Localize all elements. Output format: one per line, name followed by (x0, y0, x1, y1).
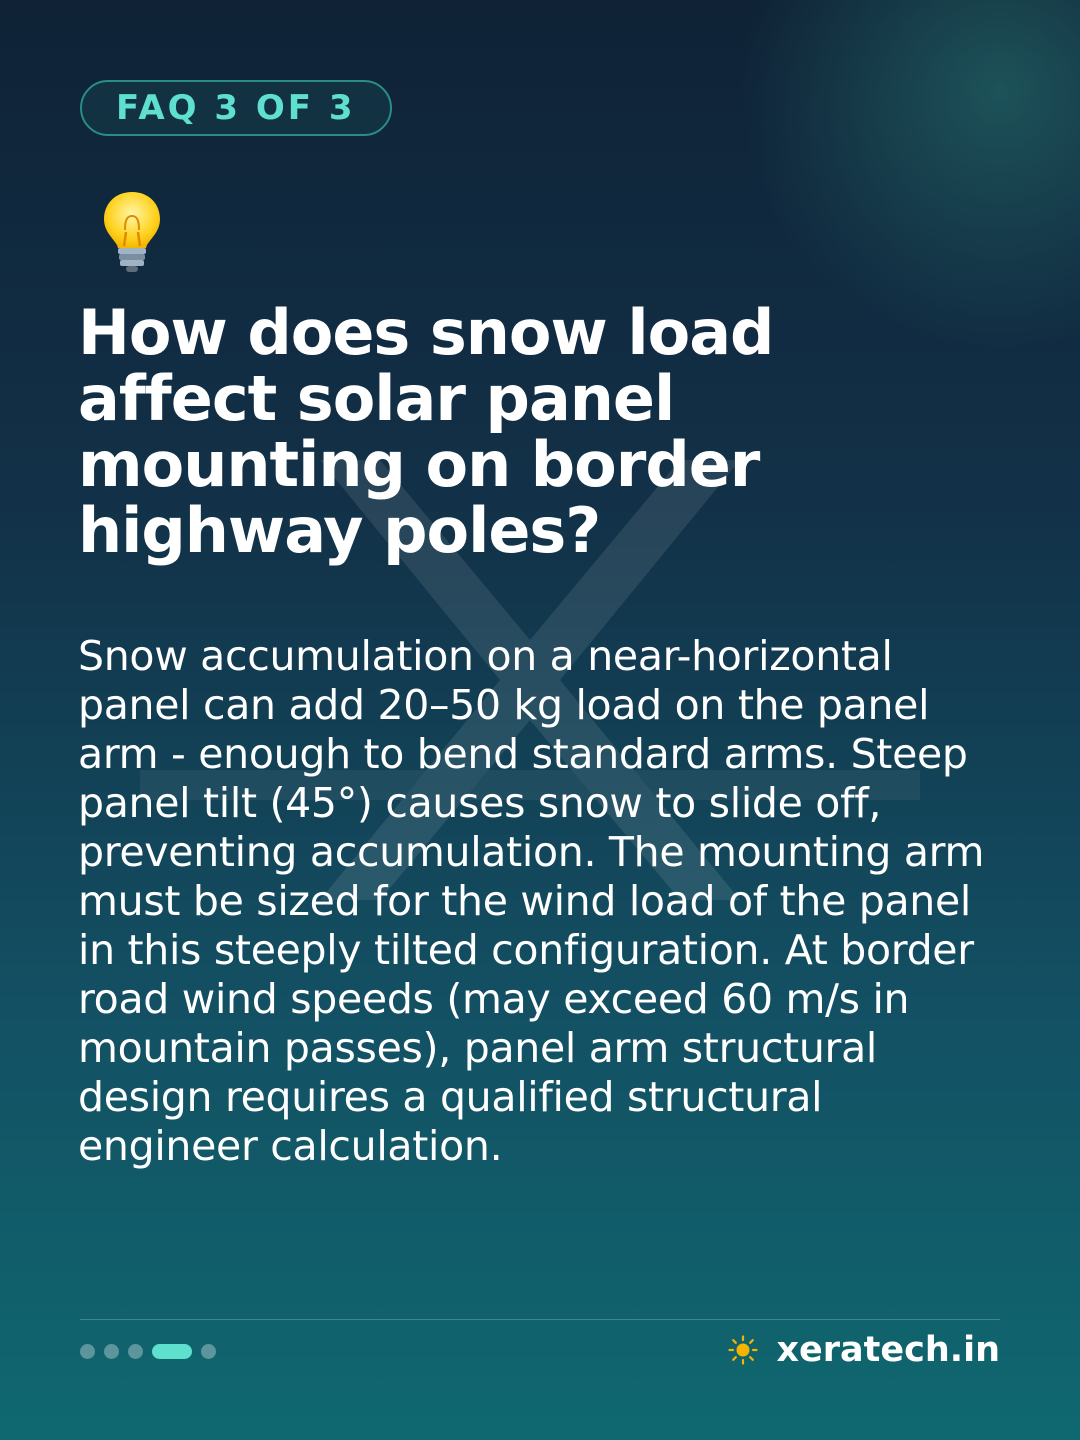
faq-counter-label: FAQ 3 OF 3 (116, 88, 356, 128)
faq-counter-badge (80, 80, 392, 136)
page-dot (104, 1344, 119, 1359)
question-title: How does snow load affect solar panel mounting on border highway poles? (78, 296, 774, 567)
footer-divider (80, 1319, 1000, 1320)
brand (728, 1325, 1000, 1375)
page-dot (80, 1344, 95, 1359)
page-indicator (80, 1343, 216, 1359)
page-dot (201, 1344, 216, 1359)
page-dot-active (152, 1344, 192, 1359)
brand-url[interactable]: xeratech.in (776, 1330, 1000, 1370)
answer-text: Snow accumulation on a near-horizontal panel can add 20–50 kg load on the panel arm - enough to bend standard arms. Steep panel tilt (45°) causes snow to slide off, preventing accumulation. The mounting arm must be sized for the wind load of the panel in this steeply tilted configuration. At border road wind speeds (may exceed 60 m/s in mountain passes), panel arm structural design requires a qualified structural engineer calculation. (78, 632, 985, 1170)
page-dot (128, 1344, 143, 1359)
lightbulb-icon (100, 190, 164, 274)
sun-icon (728, 1335, 758, 1365)
